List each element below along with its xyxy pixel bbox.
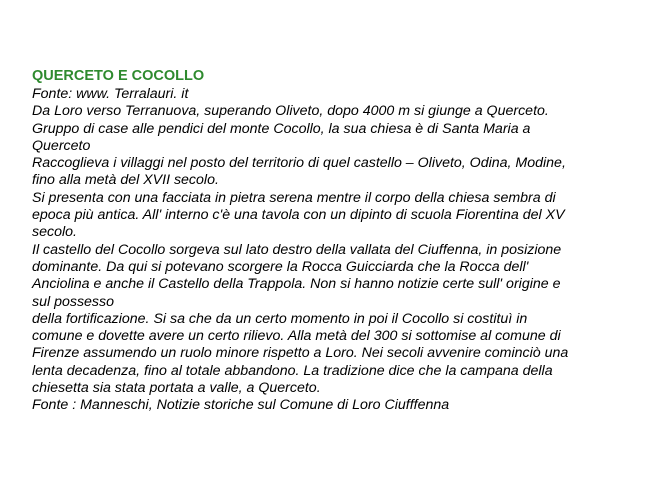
text-line: Firenze assumendo un ruolo minore rispetto a Loro. Nei secoli avvenire cominciò una xyxy=(32,345,569,362)
text-line: epoca più antica. All' interno c'è una tavola con un dipinto di scuola Fiorentina del XV xyxy=(32,207,565,224)
text-line: sul possesso xyxy=(32,293,115,310)
text-line: Si presenta con una facciata in pietra serena mentre il corpo della chiesa sembra di xyxy=(32,189,556,206)
text-line: dominante. Da qui si potevano scorgere la Rocca Guicciarda che la Rocca dell' xyxy=(32,258,529,275)
document-title: QUERCETO E COCOLLO xyxy=(32,68,205,84)
text-line: Il castello del Cocollo sorgeva sul lato destro della vallata del Ciuffenna, in posizione xyxy=(32,241,562,258)
document-body xyxy=(32,86,632,415)
text-line: Raccoglieva i villaggi nel posto del territorio di quel castello – Oliveto, Odina, Modine, xyxy=(32,155,566,172)
source-line: Fonte: www. Terralauri. it xyxy=(32,86,189,102)
text-line: chiesetta sia stata portata a valle, a Querceto. xyxy=(32,380,321,397)
text-line: lenta decadenza, fino al totale abbandono. La tradizione dice che la campana della xyxy=(32,362,553,379)
text-line: comune e dovette avere un certo rilievo. Alla metà del 300 si sottomise al comune di xyxy=(32,328,561,345)
text-line: Gruppo di case alle pendici del monte Cocollo, la sua chiesa è di Santa Maria a xyxy=(32,120,531,137)
text-line: Querceto xyxy=(32,137,91,154)
text-line: fino alla metà del XVII secolo. xyxy=(32,172,219,189)
text-line: Da Loro verso Terranuova, superando Oliveto, dopo 4000 m si giunge a Querceto. xyxy=(32,103,549,120)
text-line: della fortificazione. Si sa che da un certo momento in poi il Cocollo si costituì in xyxy=(32,310,528,327)
source-line: Fonte : Manneschi, Notizie storiche sul Comune di Loro Ciufffenna xyxy=(32,397,450,414)
text-line: Anciolina e anche il Castello della Trappola. Non si hanno notizie certe sull' origine e xyxy=(32,276,561,293)
text-line: secolo. xyxy=(32,224,77,241)
